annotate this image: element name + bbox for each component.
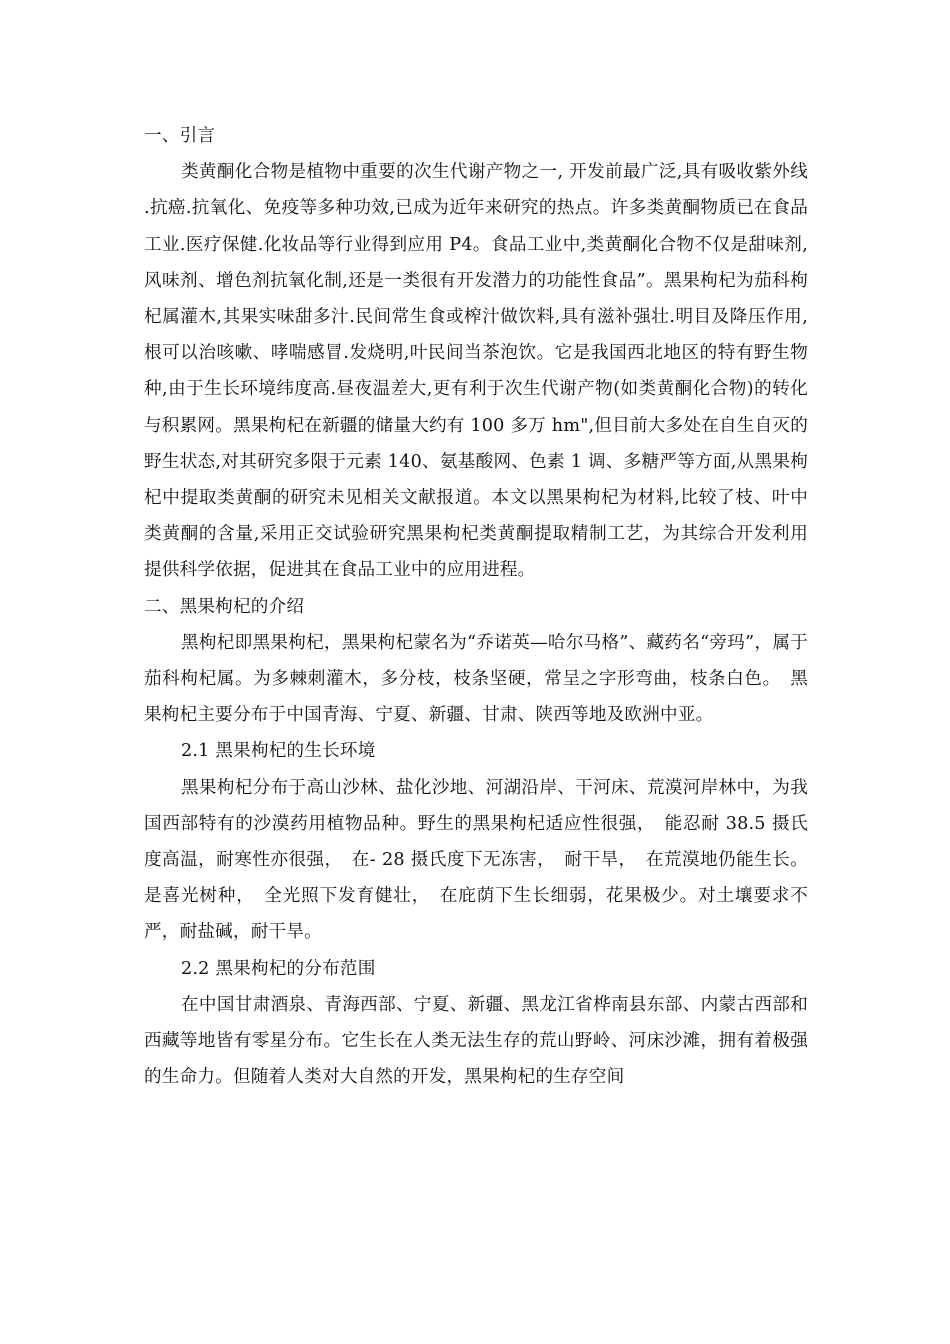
section-heading-intro: 一、引言 bbox=[144, 126, 216, 146]
document-body bbox=[144, 118, 808, 1095]
section-heading-lycium: 二、黑果枸杞的介绍 bbox=[144, 596, 305, 617]
growth-environment-paragraph: 黑果枸杞分布于高山沙林、盐化沙地、河湖沿岸、干河床、荒漠河岸林中，为我国西部特有的沙漠药用植物品种。野生的黑果枸杞适应性很强， 能忍耐 38.5 摄氏度高温，耐寒性亦很强， 在- 28 摄氏度下无冻害， 耐干旱， 在荒漠地仍能生长。是喜光树种， 全光照下发育健壮， 在庇荫下生长细弱，花果极少。对土壤要求不严，耐盐碱，耐干旱。 bbox=[144, 777, 808, 943]
subsection-heading-distribution: 2.2 黑果枸杞的分布范围 bbox=[181, 958, 376, 979]
subsection-heading-growth-environment: 2.1 黑果枸杞的生长环境 bbox=[181, 741, 376, 762]
lycium-intro-paragraph: 黑枸杞即黑果枸杞，黑果枸杞蒙名为“乔诺英—哈尔马格”、藏药名“旁玛”，属于茄科枸杞属。为多棘刺灌木，多分枝，枝条坚硬，常呈之字形弯曲，枝条白色。 黑果枸杞主要分布于中国青海、宁夏、新疆、甘肃、陕西等地及欧洲中亚。 bbox=[144, 632, 808, 726]
distribution-paragraph: 在中国甘肃酒泉、青海西部、宁夏、新疆、黑龙江省桦南县东部、内蒙古西部和西藏等地皆有零星分布。它生长在人类无法生存的荒山野岭、河床沙滩，拥有着极强的生命力。但随着人类对大自然的开发，黑果枸杞的生存空间 bbox=[144, 994, 808, 1088]
intro-paragraph: 类黄酮化合物是植物中重要的次生代谢产物之一, 开发前最广泛,具有吸收紫外线 .抗癌.抗氧化、免疫等多种功效,已成为近年来研究的热点。许多类黄酮物质已在食品工业.医疗保健.化妆品等行业得到应用 P4。食品工业中,类黄酮化合物不仅是甜味剂,风味剂、增色剂抗氧化制,还是一类很有开发潜力的功能性食品”。黑果枸杞为茄科枸杞属灌木,其果实味甜多汁.民间常生食或榨汁做饮料,具有滋补强壮.明目及降压作用,根可以治咳嗽、哮喘感冒.发烧明,叶民间当茶泡饮。它是我国西北地区的特有野生物种,由于生长环境纬度高.昼夜温差大,更有利于次生代谢产物(如类黄酮化合物)的转化与积累网。黑果枸杞在新疆的储量大约有 100 多万 hm",但目前大多处在自生自灭的野生状态,对其研究多限于元素 140、氨基酸网、色素 1 调、多糖严等方面,从黑果枸杞中提取类黄酮的研究未见相关文献报道。本文以黑果枸杞为材料,比较了枝、叶中类黄酮的含量,采用正交试验研究黑果枸杞类黄酮提取精制工艺，为其综合开发利用提供科学依据，促进其在食品工业中的应用进程。 bbox=[144, 162, 808, 581]
